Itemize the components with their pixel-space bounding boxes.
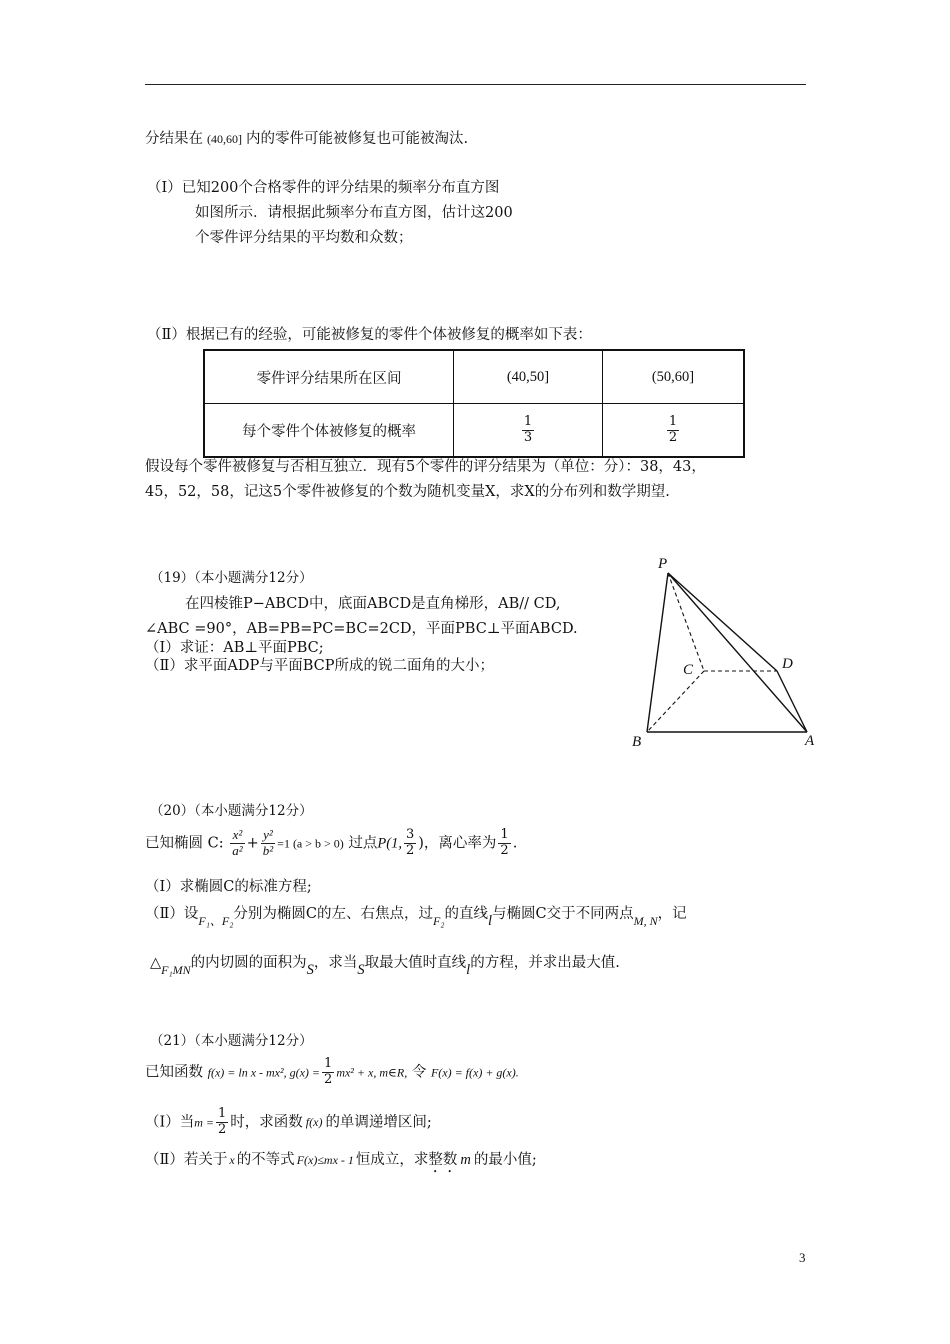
text: 恒成立，求 [355,1152,429,1168]
fraction-den: 2 [218,1121,227,1137]
text: 时，求函数 [230,1114,303,1131]
repair-probability-table [203,349,745,458]
m-eq: m = [194,1115,214,1130]
fraction-num: 1 [218,1106,227,1121]
q20-part2-line2 [150,955,620,978]
text: 令 [411,1064,427,1081]
var-s: S [357,962,365,978]
fraction-x2-a2 [230,828,244,859]
g-rest: mx² + x, m∈R, [336,1065,408,1080]
label-b: B [632,734,642,750]
fraction-num: y² [261,828,275,844]
table-header-cell: 零件评分结果所在区间 [204,350,454,404]
fraction-den: b² [262,842,274,858]
fx: f(x) [305,1115,323,1130]
text: 取最大值时直线 [364,955,467,971]
f2: F₂ [432,914,445,928]
pyramid-figure [620,550,830,755]
fraction-den: 2 [324,1071,333,1087]
q18-p1-line2: 如图所示．请根据此频率分布直方图，估计这200 [195,205,513,221]
text: 的直线 [444,906,488,922]
q21-title: （21）（本小题满分12分） [150,1033,313,1049]
q20-given: 已知椭圆 C: $\frac{\text{x²}}{\text{a²}}$ + $\frac{\text{y²}}{\text{b²}}$ =1 (a > b > 0) 过点P(1, $\frac{3}{2}$ )，离心率为 $\frac{1}{2}$ . [145,827,518,858]
eq-rest: =1 (a > b > 0) [277,836,344,851]
q20-end: . [512,835,518,852]
label-c: C [683,662,694,678]
points-mn: M, N [633,914,658,928]
fraction-y2-b2 [261,828,275,859]
q20-ecc: ，离心率为 [423,835,497,852]
text: （Ⅱ）设 [145,906,199,922]
intro-interval: (40,60] [207,132,242,146]
edge-pc [668,573,704,671]
header-rule [145,84,806,85]
fraction [667,415,679,446]
label-d: D [782,656,793,672]
fraction-den: 2 [668,429,678,445]
fraction-num: 1 [668,413,678,429]
fraction-den: 2 [500,842,509,858]
page-number: 3 [799,1250,806,1265]
text: （Ⅱ）若关于 [145,1152,228,1168]
text: （Ⅰ）当 [145,1114,195,1131]
text: 的内切圆的面积为 [190,955,307,971]
intro-line [145,131,468,148]
table-row-label: 每个零件个体被修复的概率 [204,404,454,458]
q20-part1: （Ⅰ）求椭圆C的标准方程; [145,879,312,895]
q19-line4: （Ⅱ）求平面ADP与平面BCP所成的锐二面角的大小； [145,658,494,674]
q18-after-line2: 45，52，58，记这5个零件被修复的个数为随机变量X，求X的分布列和数学期望. [145,484,670,500]
text: 的最小值; [473,1152,537,1168]
point-p: P(1, [377,835,402,852]
fraction-num: 1 [324,1056,333,1071]
q19-line3: （Ⅰ）求证：AB⊥平面PBC; [145,640,324,656]
label-p: P [658,556,668,572]
text: 的单调递增区间; [325,1114,432,1131]
fraction-num: 1 [500,827,509,842]
intro-prefix: 分结果在 [145,131,203,147]
point-close: ) [418,835,424,852]
text: ，求当 [313,955,358,971]
q18-p1-line3: 个零件评分结果的平均数和众数； [195,230,413,246]
edge-pa [668,573,807,732]
edge-da [777,671,807,732]
edge-pb [647,573,668,732]
q20-pass: 过点 [348,835,378,852]
var-x: x [229,1153,235,1167]
triangle-symbol: △ [150,955,162,971]
f-def: f(x) = ln x - mx², g(x) = [207,1065,321,1080]
q18-p1-line1: （Ⅰ）已知200个合格零件的评分结果的频率分布直方图 [147,180,500,196]
table-header-cell: (40,50] [454,350,603,404]
text: 已知函数 [145,1064,203,1081]
F-def: F(x) = f(x) + g(x). [430,1065,519,1080]
var-m: m [460,1152,471,1168]
q21-part2 [145,1152,537,1176]
fraction [522,415,534,446]
q20-title: （20）（本小题满分12分） [150,803,313,819]
q18-after-line1: 假设每个零件被修复与否相互独立．现有5个零件的评分结果为（单位：分）：38，43， [145,459,706,475]
label-a: A [805,733,815,749]
f1mn: F₁MN [161,963,191,977]
text: 分别为椭圆C的左、右焦点，过 [233,906,433,922]
table-row [204,404,744,458]
table-row [204,350,744,404]
f1-f2: F₁、F₂ [198,914,234,928]
fraction-den: 2 [405,842,415,858]
text: 与椭圆C交于不同两点 [492,906,634,922]
line-l: l [487,913,493,929]
text: ，记 [657,906,687,922]
fraction-half [322,1057,334,1088]
fraction-den: 3 [523,429,533,445]
intro-suffix: 内的零件可能被修复也可能被淘汰. [246,131,469,147]
q19-line1: 在四棱锥P−ABCD中，底面ABCD是直角梯形，AB// CD, [185,596,561,612]
fraction-num: 3 [405,827,415,842]
table-header-cell: (50,60] [603,350,745,404]
q19-line2: ∠ABC =90°，AB=PB=PC=BC=2CD，平面PBC⊥平面ABCD. [145,621,578,637]
q20-part2-line1 [145,906,687,929]
table-cell [454,404,603,458]
fraction [404,828,416,859]
inequality: F(x)≤mx - 1 [296,1153,354,1167]
q18-p2-intro: （Ⅱ）根据已有的经验，可能被修复的零件个体被修复的概率如下表： [147,327,592,343]
fraction-den: a² [232,842,243,858]
line-l: l [466,962,471,978]
emphasized-integer: 整数 [428,1152,458,1168]
q19-title: （19）（本小题满分12分） [150,570,313,586]
q20-given-prefix: 已知椭圆 C: [145,835,224,852]
var-s: S [306,962,314,978]
fraction [498,828,510,859]
q21-part1 [145,1107,432,1138]
fraction-num: 1 [523,413,533,429]
edge-cb [647,671,704,732]
fraction-half [216,1107,228,1138]
text: 的方程，并求出最大值. [470,955,620,971]
fraction-num: x² [230,828,244,844]
text: 的不等式 [236,1152,295,1168]
q21-given [145,1057,519,1088]
edge-pd [668,573,777,671]
table-cell [603,404,745,458]
